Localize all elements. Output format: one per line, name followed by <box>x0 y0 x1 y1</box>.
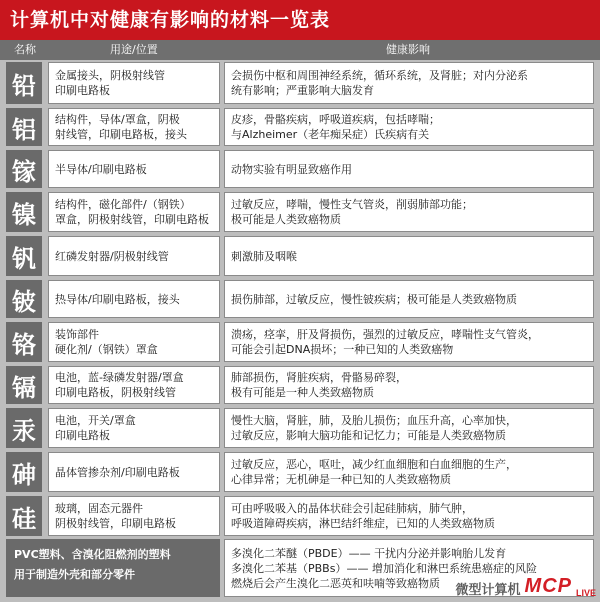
health-cell <box>224 108 594 146</box>
use-line: 罩盒，阴极射线管，印刷电路板 <box>55 213 209 226</box>
table-row <box>0 408 600 448</box>
element-symbol: 砷 <box>6 452 42 492</box>
health-line: 心律异常；无机砷是一种已知的人类致癌物质 <box>231 473 451 486</box>
health-line: 过敏反应，影响大脑功能和记忆力；可能是人类致癌物质 <box>231 429 506 442</box>
table-row <box>0 62 600 104</box>
health-cell <box>224 496 594 536</box>
element-symbol: 铅 <box>6 62 42 104</box>
table-row <box>0 236 600 276</box>
health-cell <box>224 280 594 318</box>
health-line: 损伤肺部，过敏反应，慢性铍疾病；极可能是人类致癌物质 <box>231 292 517 306</box>
pvc-health-line: 燃烧后会产生溴化二恶英和呋喃等致癌物质 <box>231 576 440 590</box>
page-title: 计算机中对健康有影响的材料一览表 <box>0 0 600 40</box>
use-line: 射线管，印刷电路板，接头 <box>55 128 187 141</box>
use-line: 阴极射线管，印刷电路板 <box>55 517 176 530</box>
use-line: 印刷电路板 <box>55 84 110 97</box>
use-cell <box>48 280 220 318</box>
element-symbol: 铬 <box>6 322 42 362</box>
health-line: 溃疡，痉挛，肝及肾损伤，强烈的过敏反应，哮喘性支气管炎， <box>231 328 539 341</box>
health-line: 呼吸道障碍疾病，淋巴结纤维症，已知的人类致癌物质 <box>231 517 495 530</box>
health-cell <box>224 150 594 188</box>
use-cell <box>48 108 220 146</box>
health-cell <box>224 452 594 492</box>
use-line: 电池，开关/罩盒 <box>55 414 136 427</box>
use-line: 电池，蓝-绿磷发射器/罩盒 <box>55 371 184 384</box>
use-line: 结构件，磁化部件/（钢铁） <box>55 198 191 211</box>
health-cell <box>224 192 594 232</box>
header-name: 名称 <box>14 43 36 56</box>
health-line: 可由呼吸吸入的晶体状硅会引起硅肺病，肺气肿， <box>231 502 473 515</box>
element-symbol: 镉 <box>6 366 42 404</box>
pvc-health-line: 多溴化二苯基（PBBs）—— 增加消化和淋巴系统患癌症的风险 <box>231 561 537 575</box>
element-symbol: 汞 <box>6 408 42 448</box>
element-symbol: 镓 <box>6 150 42 188</box>
use-cell <box>48 496 220 536</box>
element-symbol: 镍 <box>6 192 42 232</box>
health-line: 慢性大脑，肾脏，肺，及胎儿损伤；血压升高，心率加快， <box>231 414 517 427</box>
use-line: 热导体/印刷电路板，接头 <box>55 292 180 306</box>
watermark-live: LIVE <box>575 588 596 598</box>
health-line: 统有影响；严重影响大脑发育 <box>231 84 374 97</box>
watermark <box>456 576 596 598</box>
use-line: 晶体管掺杂剂/印刷电路板 <box>55 465 180 479</box>
use-cell <box>48 150 220 188</box>
header-use: 用途/位置 <box>110 43 158 56</box>
watermark-logo: MCP <box>524 575 572 597</box>
use-line: 装饰部件 <box>55 328 99 341</box>
table-row <box>0 108 600 146</box>
table-row <box>0 366 600 404</box>
table-row <box>0 280 600 318</box>
element-symbol: 铍 <box>6 280 42 318</box>
health-line: 肺部损伤，肾脏疾病，骨骼易碎裂， <box>231 371 407 384</box>
health-line: 过敏反应，哮喘，慢性支气管炎，削弱肺部功能； <box>231 198 473 211</box>
health-cell <box>224 408 594 448</box>
use-line: 红磷发射器/阴极射线管 <box>55 249 169 263</box>
table-row <box>0 452 600 492</box>
health-cell <box>224 62 594 104</box>
watermark-cn: 微型计算机 <box>455 582 521 597</box>
health-line: 动物实验有明显致癌作用 <box>231 162 352 176</box>
use-cell <box>48 452 220 492</box>
column-header-row <box>0 40 600 60</box>
health-line: 会损伤中枢和周围神经系统，循环系统，及肾脏；对内分泌系 <box>231 69 528 82</box>
health-line: 可能会引起DNA损坏；一种已知的人类致癌物 <box>231 343 454 356</box>
table-row <box>0 322 600 362</box>
element-symbol: 铝 <box>6 108 42 146</box>
use-cell <box>48 62 220 104</box>
use-line: 印刷电路板，阴极射线管 <box>55 386 176 399</box>
pvc-health-line: 多溴化二苯醚（PBDE）—— 干扰内分泌并影响胎儿发育 <box>231 546 507 560</box>
use-cell <box>48 322 220 362</box>
use-line: 印刷电路板 <box>55 429 110 442</box>
use-line: 半导体/印刷电路板 <box>55 162 147 176</box>
use-cell <box>48 192 220 232</box>
use-line: 玻璃，固态元器件 <box>55 502 143 515</box>
use-cell <box>48 236 220 276</box>
table-row <box>0 150 600 188</box>
use-line: 硬化剂/（钢铁）罩盒 <box>55 343 158 356</box>
health-line: 刺激肺及咽喉 <box>231 249 297 263</box>
health-line: 极可能是人类致癌物质 <box>231 213 341 226</box>
use-cell <box>48 408 220 448</box>
health-line: 过敏反应，恶心，呕吐，减少红血细胞和白血细胞的生产， <box>231 458 517 471</box>
use-line: 结构件，导体/罩盒，阴极 <box>55 113 180 126</box>
table-row <box>0 496 600 536</box>
health-line: 皮疹，骨骼疾病，呼吸道疾病，包括哮喘； <box>231 113 440 126</box>
health-line: 与Alzheimer（老年痴呆症）氏疾病有关 <box>231 128 430 141</box>
element-symbol: 硅 <box>6 496 42 536</box>
health-line: 极有可能是一种人类致癌物质 <box>231 386 374 399</box>
use-line: 金属接头，阴极射线管 <box>55 69 165 82</box>
header-health: 健康影响 <box>386 43 430 56</box>
pvc-label <box>6 539 220 597</box>
table-row <box>0 192 600 232</box>
health-cell <box>224 236 594 276</box>
pvc-label-line: 用于制造外壳和部分零件 <box>14 568 135 581</box>
health-cell <box>224 366 594 404</box>
health-cell <box>224 322 594 362</box>
element-symbol: 钒 <box>6 236 42 276</box>
pvc-label-line: PVC塑料、含溴化阻燃剂的塑料 <box>14 548 171 561</box>
use-cell <box>48 366 220 404</box>
